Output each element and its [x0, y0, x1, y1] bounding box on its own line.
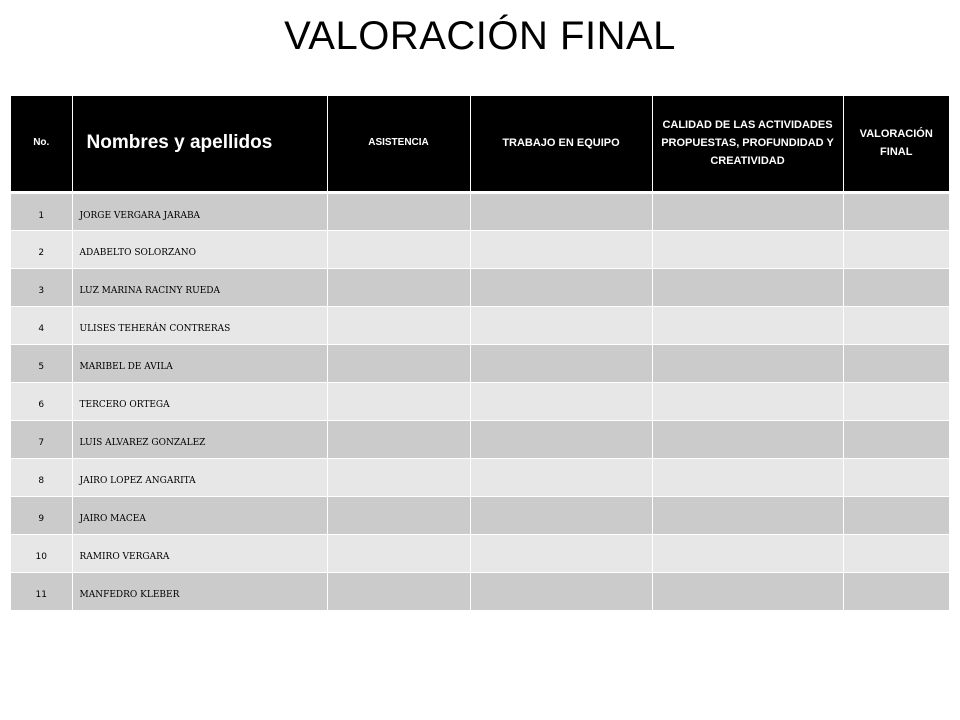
student-name [72, 420, 327, 458]
student-name-text: JAIRO MACEA [79, 514, 146, 524]
table-row [11, 306, 949, 344]
header-names: Nombres y apellidos [72, 96, 327, 192]
row-number [11, 420, 72, 458]
table-row [11, 230, 949, 268]
table-row [11, 420, 949, 458]
student-name-text: MANFEDRO KLEBER [79, 590, 180, 601]
row-number-text: 10 [35, 552, 47, 562]
student-name-text: LUIS ALVAREZ GONZALEZ [79, 438, 206, 448]
row-number-text: 11 [35, 590, 47, 601]
calidad-cell[interactable] [652, 230, 843, 268]
calidad-cell[interactable] [652, 344, 843, 382]
trabajo-cell[interactable] [470, 572, 652, 610]
student-name-text: ULISES TEHERÁN CONTRERAS [79, 324, 231, 334]
trabajo-cell[interactable] [470, 192, 652, 230]
header-asistencia: ASISTENCIA [327, 96, 470, 192]
calidad-cell[interactable] [652, 420, 843, 458]
trabajo-cell[interactable] [470, 230, 652, 268]
row-number-text: 5 [38, 362, 45, 372]
table-row [11, 572, 949, 610]
student-name [72, 458, 327, 496]
valoracion-cell[interactable] [843, 572, 949, 610]
asistencia-cell[interactable] [327, 192, 470, 230]
student-name [72, 192, 327, 230]
header-row [11, 96, 949, 192]
calidad-cell[interactable] [652, 496, 843, 534]
table-row [11, 534, 949, 572]
row-number-text: 6 [38, 400, 45, 410]
valoracion-cell[interactable] [843, 382, 949, 420]
row-number-text: 2 [38, 248, 45, 258]
row-number [11, 344, 72, 382]
calidad-cell[interactable] [652, 306, 843, 344]
valoracion-cell[interactable] [843, 230, 949, 268]
student-name-text: JORGE VERGARA JARABA [79, 210, 201, 221]
row-number-text: 4 [38, 324, 45, 334]
student-name [72, 534, 327, 572]
table-row [11, 458, 949, 496]
calidad-cell[interactable] [652, 572, 843, 610]
valoracion-cell[interactable] [843, 496, 949, 534]
asistencia-cell[interactable] [327, 230, 470, 268]
table-row [11, 192, 949, 230]
asistencia-cell[interactable] [327, 420, 470, 458]
trabajo-cell[interactable] [470, 496, 652, 534]
row-number [11, 534, 72, 572]
calidad-cell[interactable] [652, 458, 843, 496]
header-valoracion-final: VALORACIÓN FINAL [843, 96, 949, 192]
row-number [11, 458, 72, 496]
page-title: VALORACIÓN FINAL [284, 14, 676, 58]
asistencia-cell[interactable] [327, 496, 470, 534]
valoracion-cell[interactable] [843, 420, 949, 458]
row-number [11, 382, 72, 420]
table-row [11, 496, 949, 534]
asistencia-cell[interactable] [327, 534, 470, 572]
student-name [72, 268, 327, 306]
valoracion-cell[interactable] [843, 192, 949, 230]
asistencia-cell[interactable] [327, 306, 470, 344]
evaluation-table [11, 96, 949, 610]
trabajo-cell[interactable] [470, 382, 652, 420]
row-number [11, 230, 72, 268]
calidad-cell[interactable] [652, 268, 843, 306]
student-name [72, 496, 327, 534]
student-name-text: MARIBEL DE AVILA [79, 362, 173, 372]
row-number [11, 572, 72, 610]
trabajo-cell[interactable] [470, 268, 652, 306]
student-name-text: ADABELTO SOLORZANO [79, 248, 197, 258]
header-calidad: CALIDAD DE LAS ACTIVIDADES PROPUESTAS, PROFUNDIDAD Y CREATIVIDAD [652, 96, 843, 192]
trabajo-cell[interactable] [470, 344, 652, 382]
valoracion-cell[interactable] [843, 306, 949, 344]
asistencia-cell[interactable] [327, 268, 470, 306]
calidad-cell[interactable] [652, 192, 843, 230]
calidad-cell[interactable] [652, 534, 843, 572]
student-name-text: TERCERO ORTEGA [79, 400, 170, 410]
row-number-text: 3 [38, 286, 45, 296]
student-name [72, 230, 327, 268]
calidad-cell[interactable] [652, 382, 843, 420]
valoracion-cell[interactable] [843, 534, 949, 572]
trabajo-cell[interactable] [470, 534, 652, 572]
asistencia-cell[interactable] [327, 344, 470, 382]
row-number [11, 496, 72, 534]
row-number [11, 268, 72, 306]
student-name [72, 572, 327, 610]
row-number [11, 192, 72, 230]
table-row [11, 344, 949, 382]
row-number-text: 7 [38, 438, 45, 448]
valoracion-cell[interactable] [843, 268, 949, 306]
asistencia-cell[interactable] [327, 458, 470, 496]
valoracion-cell[interactable] [843, 344, 949, 382]
student-name [72, 344, 327, 382]
row-number [11, 306, 72, 344]
student-name [72, 306, 327, 344]
header-trabajo-en-equipo: TRABAJO EN EQUIPO [470, 96, 652, 192]
row-number-text: 8 [38, 476, 45, 486]
table-row [11, 268, 949, 306]
trabajo-cell[interactable] [470, 306, 652, 344]
asistencia-cell[interactable] [327, 382, 470, 420]
student-name [72, 382, 327, 420]
asistencia-cell[interactable] [327, 572, 470, 610]
table-row [11, 382, 949, 420]
valoracion-cell[interactable] [843, 458, 949, 496]
row-number-text: 9 [38, 514, 45, 524]
header-no: No. [11, 96, 72, 192]
student-name-text: JAIRO LOPEZ ANGARITA [79, 476, 196, 486]
trabajo-cell[interactable] [470, 458, 652, 496]
student-name-text: RAMIRO VERGARA [79, 552, 170, 562]
trabajo-cell[interactable] [470, 420, 652, 458]
row-number-text: 1 [38, 210, 45, 221]
student-name-text: LUZ MARINA RACINY RUEDA [79, 286, 221, 296]
